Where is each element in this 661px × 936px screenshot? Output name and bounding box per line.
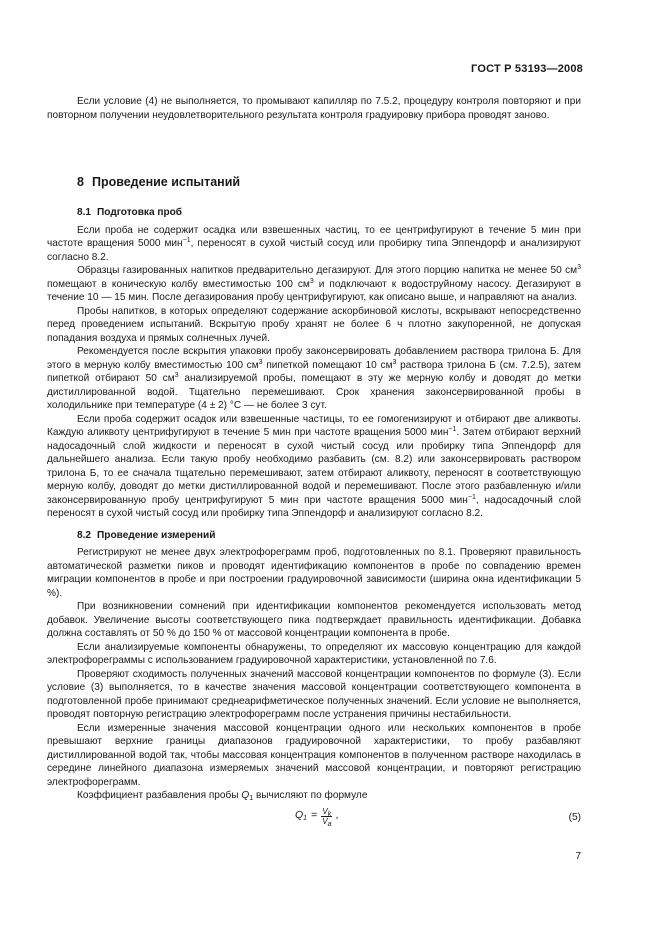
section-title: Проведение испытаний [91,175,241,189]
subsection-title: Проведение измерений [97,529,216,541]
section-number: 8 [77,175,84,189]
document-body [47,95,581,831]
formula-fraction [321,807,332,826]
page-number: 7 [575,851,581,862]
subsection-heading [47,529,581,543]
formula-lhs: $Q_1$ [295,809,308,823]
subsection-number: 8.2 [77,529,92,541]
fraction-numerator: $V_k$ [322,806,332,818]
paragraph: Если проба не содержит осадка или взвешенных частиц, то ее центрифугируют в течение 5 мин при частоте вращения 5000 мин$^{-1}$, переносят в сухой чистый сосуд или пробирку типа Эппендорф и анализируют согласно 8.2. [47,224,581,263]
paragraph: Рекомендуется после вскрытия упаковки пробу законсервировать добавлением раствора трилона Б. Для этого в мерную колбу вместимостью 100 $см^3$ пипеткой помещают 10 $см^3$ раствора трилона Б (см. 7.2.5), затем пипеткой отбирают 50 $см^3$ анализируемой пробы, помещают в эту же мерную колбу и доводят до метки дистиллированной водой. Тщательно перемешивают. Срок хранения законсервированной пробы в холодильнике при температуре (4 ± 2) °С — не более 3 сут. [47,346,582,411]
paragraph: Пробы напитков, в которых определяют содержание аскорбиновой кислоты, вскрывают непосредственно перед проведением испытаний. Вскрытую пробу хранят не более 6 ч плотно закупоренной, не допуская попадания воздуха и прямых солнечных лучей. [47,305,581,344]
formula [295,807,338,826]
paragraph: Если измеренные значения массовой концентрации одного или нескольких компонентов в пробе превышают верхние границы диапазонов градуировочной характеристики, то пробу разбавляют дистиллированной водой так, чтобы массовая концентрация компонентов в полученном растворе находилась в середине линейного диапазона измеряемых значений массовой концентрации, и повторяют регистрацию электрофореграмм. [47,722,581,788]
section-heading [47,174,581,190]
paragraph: Если условие (4) не выполняется, то промывают капилляр по 7.5.2, процедуру контроля повторяют и при повторном получении неудовлетворительного результата контроля градуировку прибора проводят заново. [47,96,581,121]
subsection-number: 8.1 [77,207,92,218]
paragraph: Регистрируют не менее двух электрофореграмм проб, подготовленных по 8.1. Проверяют правильность автоматической разметки пиков и проводят идентификацию компонентов в пробе по совпадению времен миграции компонентов в пробе и при построении градуировочной зависимости (ширина окна идентификации 5 %). [47,547,581,599]
paragraph: Если анализируемые компоненты обнаружены, то определяют их массовую концентрацию для каждой электрофореграммы с использованием градуировочной характеристики, установленной по 7.6. [47,641,581,666]
subsection-heading [47,206,581,220]
formula-comma: , [335,809,339,822]
paragraph: Проверяют сходимость полученных значений массовой концентрации компонентов по формуле (3). Если условие (3) выполняется, то в качестве значения массовой концентрации соответствующего компонента в подготовленной пробе принимают среднеарифметическое полученных значений. Если условие не выполняется, проводят повторную регистрацию электрофореграмм после устранения причины нестабильности. [47,668,581,720]
formula-equals: = [311,809,318,822]
fraction-denominator: $V_a$ [322,816,332,828]
document-header: ГОСТ Р 53193—2008 [471,63,583,75]
paragraph: Если проба содержит осадок или взвешенные частицы, то ее гомогенизируют и отбирают две аликвоты. Каждую аликвоту центрифугируют в течение 5 мин при частоте вращения 5000 мин$^{-1}$. Затем отбирают верхний надосадочный слой жидкости и переносят в сухой чистый сосуд или пробирку типа Эппендорф для дальнейшего анализа. Если такую пробу необходимо разбавить (см. 8.2) или законсервировать раствором трилона Б, то ее сначала тщательно перемешивают, затем отбирают аликвоту, переносят в соответствующую мерную колбу, доводят до метки дистиллированной водой и перемешивают. После этого разбавленную и/или законсервированную пробу центрифугируют 5 мин при частоте вращения 5000 мин$^{-1}$, надосадочный слой переносят в сухой чистый сосуд или пробирку типа Эппендорф и анализируют согласно 8.2. [47,413,582,519]
paragraph: Коэффициент разбавления пробы $Q_1$ вычисляют по формуле [77,790,368,802]
paragraph: Образцы газированных напитков предварительно дегазируют. Для этого порцию напитка не менее 50 $см^3$ помещают в коническую колбу вместимостью 100 $см^3$ и подключают к водоструйному насосу. Дегазируют в течение 10 — 15 мин. После дегазирования пробу центрифугируют, как описано выше, и направляют на анализ. [47,264,581,303]
paragraph: При возникновении сомнений при идентификации компонентов рекомендуется использовать метод добавок. Увеличение высоты соответствующего пика подтверждает правильность идентификации. Добавка должна составлять от 50 % до 150 % от массовой концентрации компонента в пробе. [47,601,581,639]
formula-row [47,805,581,831]
subsection-title: Подготовка проб [97,207,183,218]
formula-number: (5) [568,811,581,823]
